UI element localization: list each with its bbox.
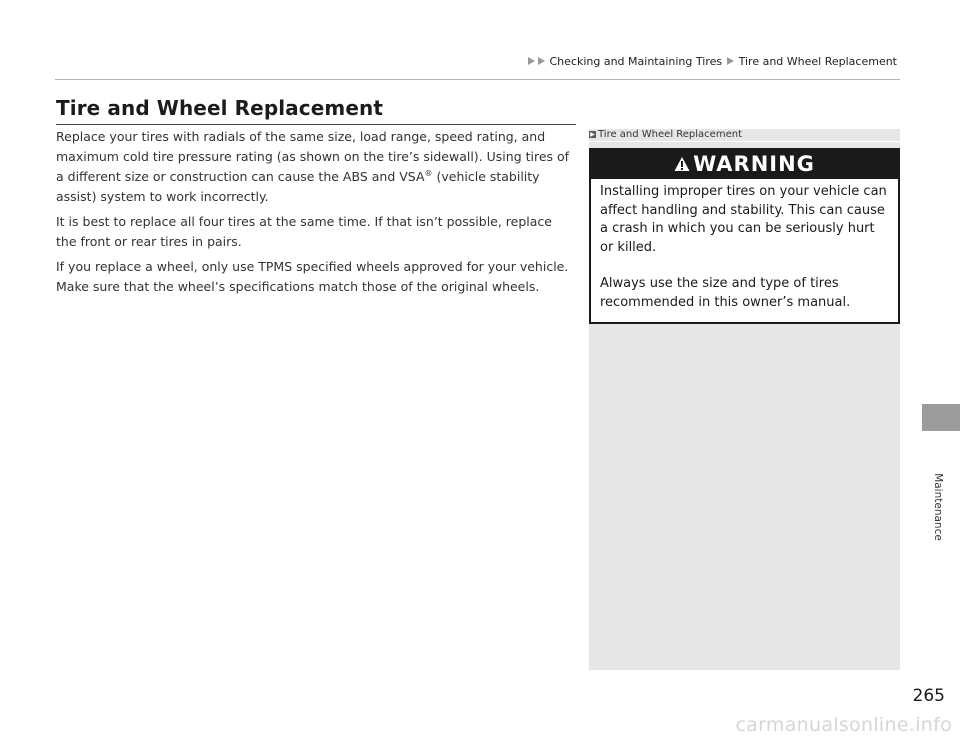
breadcrumb-arrow-icon bbox=[538, 57, 545, 65]
warning-label: WARNING bbox=[693, 152, 815, 176]
title-underline bbox=[56, 124, 576, 125]
warning-text-instruction: Always use the size and type of tires recommended in this owner’s manual. bbox=[600, 276, 851, 310]
breadcrumb-item-current[interactable]: Tire and Wheel Replacement bbox=[738, 55, 897, 68]
section-tab-marker[interactable] bbox=[922, 404, 960, 431]
breadcrumb-arrow-icon bbox=[528, 57, 535, 65]
breadcrumb-item-checking-tires[interactable]: Checking and Maintaining Tires bbox=[549, 55, 723, 68]
paragraph-replace-pairs: It is best to replace all four tires at the same time. If that isn’t possible, replace the front or rear tires in pairs. bbox=[56, 214, 552, 249]
main-content bbox=[56, 127, 576, 302]
warning-body bbox=[600, 183, 892, 330]
section-tab-text: Maintenance bbox=[932, 473, 944, 541]
paragraph-text: Replace your tires with radials of the same size, load range, speed rating, and maximum cold tire pressure rating (as shown on the tire’s sidewall). Using tires of a different size or construction can cause the ABS and VSA bbox=[56, 129, 570, 184]
watermark: carmanualsonline.info bbox=[735, 714, 952, 736]
chevron-right-icon: ▶ bbox=[590, 131, 595, 138]
paragraph-wheel-specs: Make sure that the wheel’s specifications match those of the original wheels. bbox=[56, 279, 540, 294]
paragraph-replace-tires bbox=[56, 127, 576, 207]
paragraph-text: (vehicle stability assist) system to work incorrectly. bbox=[56, 169, 540, 204]
page-number: 265 bbox=[912, 686, 945, 706]
breadcrumb bbox=[500, 55, 900, 71]
breadcrumb-arrow-icon bbox=[727, 57, 734, 65]
warning-box bbox=[589, 148, 900, 324]
header-divider bbox=[55, 79, 900, 80]
warning-text-hazard: Installing improper tires on your vehicle can affect handling and stability. This can cause a crash in which you can be seriously hurt or killed. bbox=[600, 184, 887, 255]
sidebar-heading-divider bbox=[589, 141, 900, 142]
section-tab-label bbox=[931, 473, 945, 541]
paragraph-tpms-wheels: If you replace a wheel, only use TPMS specified wheels approved for your vehicle. bbox=[56, 259, 569, 274]
sidebar-heading bbox=[589, 129, 900, 140]
warning-header bbox=[591, 150, 898, 179]
sidebar-heading-label[interactable]: Tire and Wheel Replacement bbox=[598, 129, 742, 140]
registered-mark: ® bbox=[424, 168, 433, 178]
page-title: Tire and Wheel Replacement bbox=[56, 96, 384, 120]
alert-triangle-icon bbox=[674, 156, 690, 172]
